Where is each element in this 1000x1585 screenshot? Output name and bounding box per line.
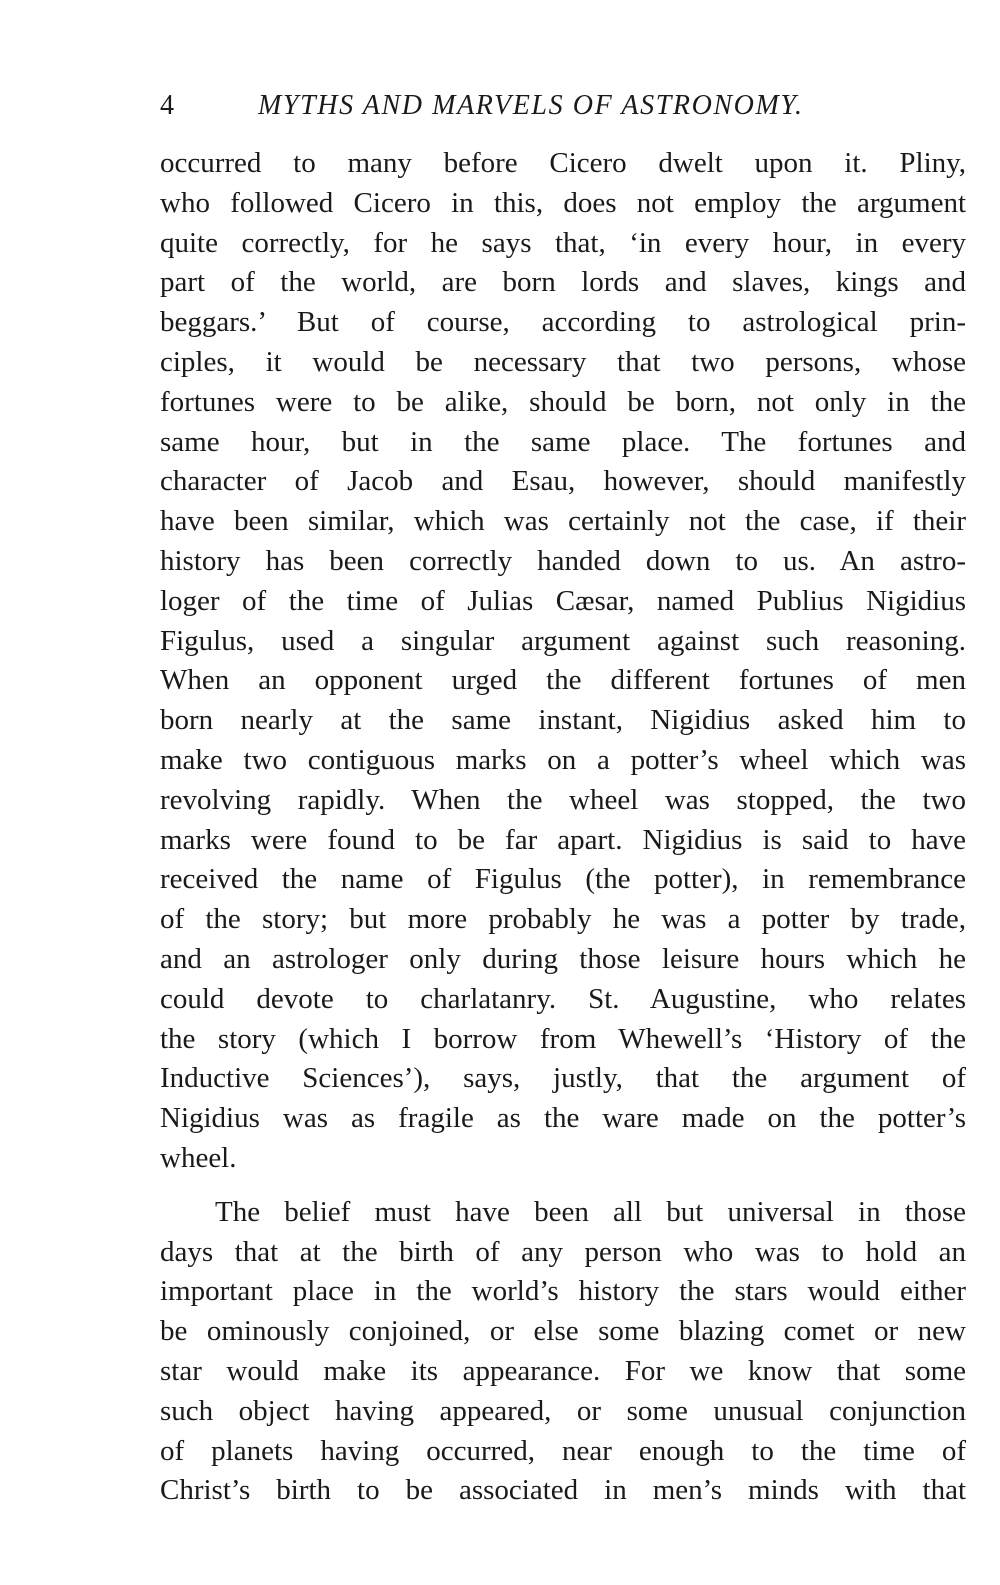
text-line: star would make its appearance. For we know that some — [160, 1354, 966, 1387]
text-line: important place in the world’s history the stars would either — [160, 1275, 966, 1308]
text-line: days that at the birth of any person who was to hold an — [160, 1235, 966, 1268]
text-line: of planets having occurred, near enough to the time of — [160, 1434, 966, 1467]
text-line: who followed Cicero in this, does not employ the argument — [160, 186, 966, 219]
text-line: Inductive Sciences’), says, justly, that the argument of — [160, 1062, 966, 1095]
text-line: ciples, it would be necessary that two persons, whose — [160, 345, 966, 378]
running-title: MYTHS AND MARVELS OF ASTRONOMY. — [258, 90, 804, 121]
text-line: quite correctly, for he says that, ‘in every hour, in every — [160, 226, 966, 259]
text-line: same hour, but in the same place. The fortunes and — [160, 425, 966, 458]
text-line: The belief must have been all but universal in those — [215, 1195, 966, 1228]
text-line: born nearly at the same instant, Nigidius asked him to — [160, 704, 966, 737]
text-line: beggars.’ But of course, according to astrological prin- — [160, 306, 966, 339]
text-line: history has been correctly handed down to us. An astro- — [160, 544, 966, 577]
text-line: of the story; but more probably he was a potter by trade, — [160, 903, 966, 936]
text-line: fortunes were to be alike, should be born, not only in the — [160, 385, 966, 418]
page-number: 4 — [160, 90, 174, 121]
text-line: have been similar, which was certainly not the case, if their — [160, 505, 966, 538]
text-line: part of the world, are born lords and slaves, kings and — [160, 266, 966, 299]
text-line: Nigidius was as fragile as the ware made on the potter’s — [160, 1102, 966, 1135]
text-line: received the name of Figulus (the potter), in remembrance — [160, 863, 966, 896]
text-line: and an astrologer only during those leisure hours which he — [160, 942, 966, 975]
text-line: could devote to charlatanry. St. Augustine, who relates — [160, 982, 966, 1015]
text-line: revolving rapidly. When the wheel was stopped, the two — [160, 783, 966, 816]
text-line: When an opponent urged the different fortunes of men — [160, 664, 966, 697]
text-line: make two contiguous marks on a potter’s wheel which was — [160, 743, 966, 776]
text-line: such object having appeared, or some unusual conjunction — [160, 1394, 966, 1427]
running-head — [160, 88, 966, 124]
body-text — [160, 144, 966, 1511]
text-line: loger of the time of Julias Cæsar, named Publius Nigidius — [160, 584, 966, 617]
text-line: character of Jacob and Esau, however, should manifestly — [160, 465, 966, 498]
text-line: be ominously conjoined, or else some blazing comet or new — [160, 1315, 966, 1348]
text-line: Figulus, used a singular argument against such reasoning. — [160, 624, 966, 657]
text-line: the story (which I borrow from Whewell’s ‘History of the — [160, 1022, 966, 1055]
text-line: Christ’s birth to be associated in men’s minds with that — [160, 1474, 966, 1507]
text-line: occurred to many before Cicero dwelt upon it. Pliny, — [160, 147, 966, 179]
text-line: wheel. — [160, 1141, 237, 1174]
text-line: marks were found to be far apart. Nigidius is said to have — [160, 823, 966, 856]
